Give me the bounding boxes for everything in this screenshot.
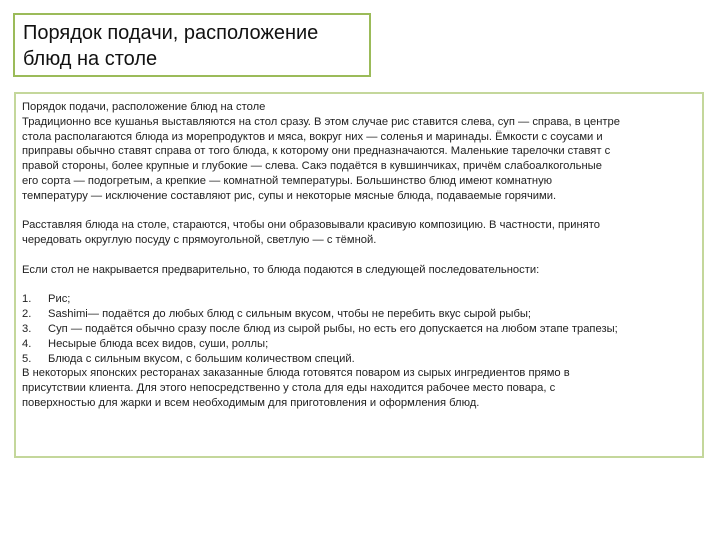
paragraph-1-line: его сорта — подогретым, а крепкие — комнатной температуры. Большинство блюд имеют комнатную <box>22 174 553 187</box>
list-item-text: Sashimi— подаётся до любых блюд с сильным вкусом, чтобы не перебить вкус сырой рыбы; <box>48 308 532 321</box>
paragraph-1-line: стола располагаются блюда из морепродуктов и мяса, вокруг них — соленья и маринады. Ёмкости с соусами и <box>22 130 603 143</box>
slide-title-box <box>13 13 371 77</box>
paragraph-4-line: В некоторых японских ресторанах заказанные блюда готовятся поваром из сырых ингредиентов прямо в <box>22 367 570 380</box>
paragraph-1-line: приправы обычно ставят справа от того блюда, к которому они предназначаются. Маленькие тарелочки ставят с <box>22 145 611 158</box>
list-item-number: 4. <box>22 337 32 350</box>
list-item <box>22 337 696 352</box>
list-item <box>22 322 696 337</box>
list-item-text: Суп — подаётся обычно сразу после блюд из сырой рыбы, но есть его допускается на любом этапе трапезы; <box>48 322 618 335</box>
content-heading: Порядок подачи, расположение блюд на столе <box>22 101 266 113</box>
slide-title-line-1: Порядок подачи, расположение <box>23 22 319 44</box>
list-item <box>22 307 696 322</box>
slide-title-line-2: блюд на столе <box>23 48 158 70</box>
paragraph-2-line: Расставляя блюда на столе, стараются, чтобы они образовывали красивую композицию. В частности, принято <box>22 219 600 232</box>
paragraph-3: Если стол не накрывается предварительно, то блюда подаются в следующей последовательности: <box>22 263 540 276</box>
paragraph-1-line: температуру — исключение составляют рис, супы и некоторые мясные блюда, подаваемые горячими. <box>22 189 557 202</box>
list-item-number: 1. <box>22 293 32 306</box>
slide-content-box <box>14 92 704 458</box>
paragraph-spacer <box>22 278 696 293</box>
list-item-text: Рис; <box>48 293 71 306</box>
list-item-number: 5. <box>22 352 32 365</box>
list-item <box>22 292 696 307</box>
paragraph-4-line: присутствии клиента. Для этого непосредственно у стола для еды находится рабочее место повара, с <box>22 382 556 395</box>
paragraph-1-line: Традиционно все кушанья выставляются на стол сразу. В этом случае рис ставится слева, суп — справа, в центре <box>22 115 620 128</box>
list-item <box>22 352 696 367</box>
paragraph-2-line: чередовать округлую посуду с прямоугольной, светлую — с тёмной. <box>22 234 377 247</box>
list-item-text: Блюда с сильным вкусом, с большим количеством специй. <box>48 352 355 365</box>
list-item-number: 3. <box>22 322 32 335</box>
paragraph-spacer <box>22 248 696 263</box>
list-item-text: Несырые блюда всех видов, суши, роллы; <box>48 337 269 350</box>
list-item-number: 2. <box>22 308 32 321</box>
paragraph-4-line: поверхностью для жарки и всем необходимым для приготовления и оформления блюд. <box>22 396 480 409</box>
paragraph-spacer <box>22 204 696 219</box>
paragraph-1-line: правой стороны, более крупные и глубокие — слева. Сакэ подаётся в кувшинчиках, причём слабоалкогольные <box>22 160 602 173</box>
